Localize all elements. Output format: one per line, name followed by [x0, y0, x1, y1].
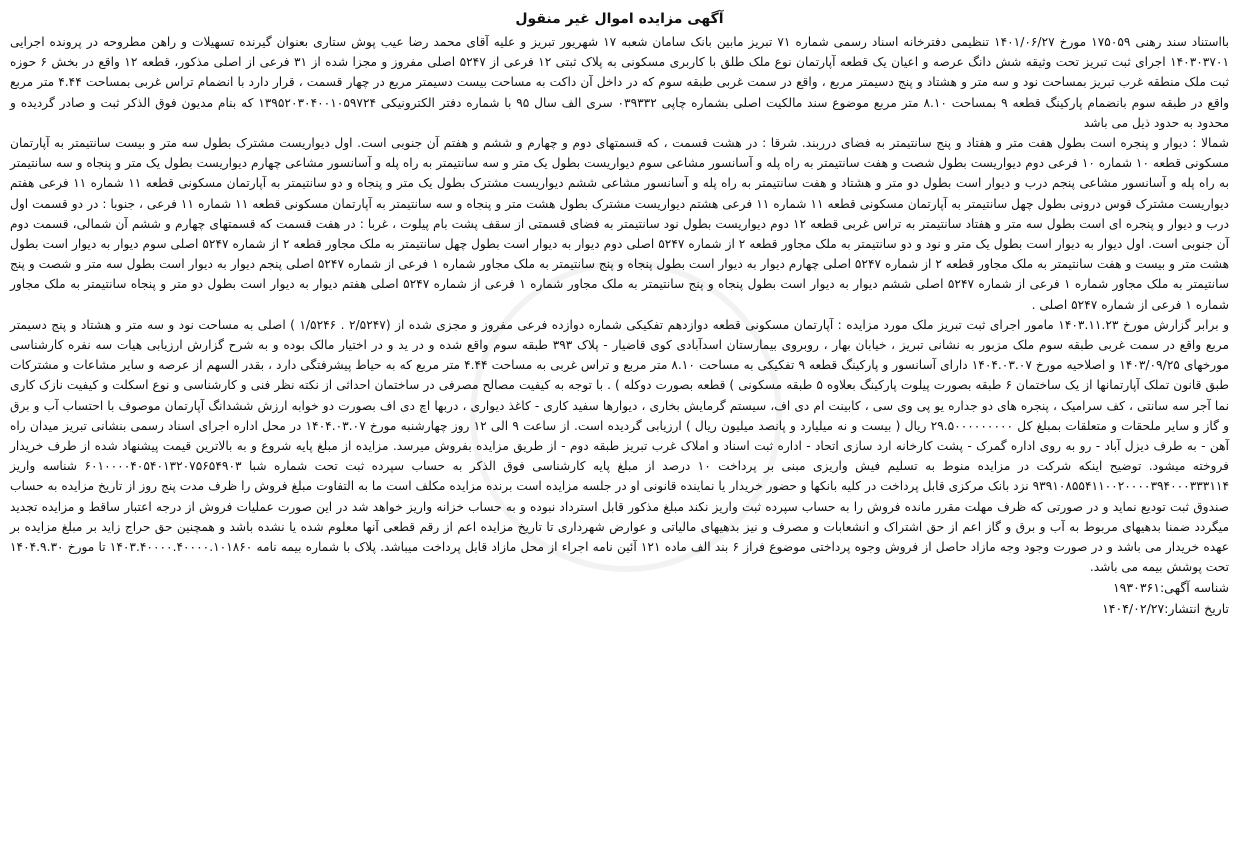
- paragraph-boundaries: شمالا : دیوار و پنجره است بطول هفت متر و هفتاد و پنج سانتیمتر به فضای درربند. شرقا : در هشت قسمت ، که قسمتهای دوم و چهارم و ششم و هفتم آن جنوبی است. اول دیواریست مشترک بطول سه متر و بیست سانتیمتر به آپارتمان مسکونی قطعه ۱۰ شماره ۱۰ فرعی دوم دیواریست بطول شصت و هفت سانتیمتر به راه پله و آسانسور مشاعی سوم دیواریست بطول یک متر و سه سانتیمتر به راه پله و آسانسور مشاعی چهارم دیواریست بطول یک متر و پنجاه و سه سانتیمتر به راه پله و آسانسور مشاعی پنجم درب و دیوار است بطول دو متر و هشتاد و هفت سانتیمتر به راه پله و آسانسور مشاعی ششم دیواریست مشترک بطول یک متر و پنجاه و دو سانتیمتر به آپارتمان مسکونی قطعه ۱۱ شماره ۱۱ فرعی هفتم دیواریست مشترک قوس درونی بطول چهل سانتیمتر به آپارتمان مسکونی قطعه ۱۱ شماره ۱۱ فرعی هشتم دیواریست مشترک بطول هشت متر و پنجاه و سه سانتیمتر به آپارتمان مسکونی قطعه ۱۱ شماره ۱۱ فرعی ، جنوبا : در دو قسمت اول درب و دیوار و پنجره ای است بطول سه متر و هفتاد سانتیمتر به تراس غربی قطعه ۱۲ دوم دیواریست بطول نود سانتیمتر به فضای قسمتی از سقف پشت بام پیلوت ، غربا : در هفت قسمت که قسمتهای چهارم و ششم آن شمالی، قسمت دوم آن جنوبی است. اول دیوار به دیوار است بطول یک متر و نود و دو سانتیمتر به ملک مجاور قطعه ۲ از شماره ۵۲۴۷ اصلی دوم دیوار به دیوار است بطول چهل سانتیمتر به ملک مجاور قطعه ۲ از شماره ۵۲۴۷ اصلی سوم دیوار به دیوار است بطول هشت متر و بیست و هفت سانتیمتر به ملک مجاور قطعه ۲ از شماره ۵۲۴۷ اصلی چهارم دیوار به دیوار است بطول پنجاه و پنج سانتیمتر به ملک مجاور شماره ۱ فرعی از شماره ۵۲۴۷ اصلی پنجم دیوار به دیوار است بطول سه متر و شصت و پنج سانتیمتر به ملک مجاور شماره ۱ فرعی از شماره ۵۲۴۷ اصلی ششم دیوار به دیوار است بطول پنجاه و پنج سانتیمتر به ملک مجاور شماره ۱ فرعی از شماره ۵۲۴۷ اصلی هفتم دیوار به دیوار است بطول دو متر و پنجاه سانتیمتر به ملک مجاور شماره ۱ فرعی از شماره ۵۲۴۷ اصلی .: [10, 136, 1230, 312]
- publish-date-label: تاریخ انتشار:: [1164, 601, 1229, 617]
- ad-id-line: [10, 577, 1229, 598]
- publish-date-line: [10, 598, 1229, 619]
- paragraph-property-description: بااستناد سند رهنی ۱۷۵۰۵۹ مورخ ۱۴۰۱/۰۶/۲۷ تنظیمی دفترخانه اسناد رسمی شماره ۷۱ تبریز مابین بانک سامان شعبه ۱۷ شهریور تبریز و علیه آقای محمد رضا عیب پوش ستاری بعنوان گیرنده تسهیلات و راهن مطروحه در پرونده اجرایی ۱۴۰۳۰۳۷۰۱ اجرای ثبت تبریز تحت وثیقه شش دانگ عرصه و اعیان یک قطعه آپارتمان نوع ملک طلق با کاربری مسکونی به پلاک ثبتی ۱۲ فرعی از ۵۲۴۷ اصلی مفروز و مجزا شده از ۳۱ فرعی از اصلی مذکور، قطعه ۱۲ واقع در بخش ۶ حوزه ثبت ملک منطقه غرب تبریز بمساحت نود و سه متر و هشتاد و پنج دسیمتر مربع ، واقع در سمت غربی طبقه سوم که در داخل آن داکت به مساحت بیست دسیمتر مربع در چهار قسمت ، قرار دارد با انضمام تراس غربی بمساحت ۴.۴۴ متر مربع واقع در طبقه سوم بانضمام پارکینگ قطعه ۹ بمساحت ۸.۱۰ متر مربع موضوع سند مالکیت اصلی بشماره چاپی ۰۳۹۳۳۲ سری الف سال ۹۵ با شماره دفتر الکترونیکی ۱۳۹۵۲۰۳۰۴۰۰۱۰۵۹۷۲۴ که بنام مدیون فوق الذکر ثبت و صادر گردیده و محدود به حدود ذیل می باشد: [10, 35, 1230, 130]
- paragraph-auction-terms: و برابر گزارش مورخ ۱۴۰۳.۱۱.۲۳ مامور اجرای ثبت تبریز ملک مورد مزایده : آپارتمان مسکونی قطعه دوازدهم تفکیکی شماره دوازده فرعی مفروز و مجزی شده از (۲/۵۲۴۷ . ۱/۵۲۴۶ ) اصلی به مساحت نود و سه متر و هشتاد و پنج دسیمتر مربع واقع در سمت غربی طبقه سوم ملک مزبور به نشانی تبریز ، خیابان بهار ، روبروی بیمارستان اسدآبادی کوی قاضیار - پلاک ۳۹۳ طبقه سوم واقع شده و در ید و در اختیار مالک بوده و به شرح گزارش ارزیابی هیات سه نفره کارشناسی مورخهای ۱۴۰۳/۰۹/۲۵ و اصلاحیه مورخ ۱۴۰۴.۰۳.۰۷ دارای آسانسور و پارکینگ قطعه ۹ تفکیکی به مساحت ۸.۱۰ متر مربع و تراس غربی به مساحت ۴.۴۴ متر مربع که به حیاط پیشرفتگی دارد ، بقدر السهم از عرصه و سایر مشاعات و مشترکات طبق قانون تملک آپارتمانها از یک ساختمان ۶ طبقه بصورت پیلوت پارکینگ بعلاوه ۵ طبقه مسکونی ) قطعه بصورت دوکله ) . با توجه به کیفیت مصالح مصرفی در ساختمان احداثی از نکته نظر فنی و کارشناسی و نوع اسکلت و کیفیت نازک کاری نما آجر سه سانتی ، کف سرامیک ، پنجره های دو جداره یو پی وی سی ، کابینت ام دی اف، سیستم گرمایش بخاری ، دیوارها سفید کاری - کاغذ دیواری ، دربها اچ دی اف بصورت دو خوابه ارزش ششدانگ آپارتمان موصوف با احتساب آب و برق و گاز و سایر ملحقات و متعلقات بمبلغ کل ۲۹.۵۰۰۰۰۰۰۰۰۰ ریال ( بیست و نه میلیارد و پانصد میلیون ریال ) ارزیابی گردیده است. از ساعت ۹ الی ۱۲ روز چهارشنبه مورخ ۱۴۰۴.۰۳.۰۷ در محل اداره اجرای اسناد رسمی بنشانی تبریز میدان راه آهن - به طرف دیزل آباد - رو به روی اداره گمرک - پشت کارخانه ارد سازی اتحاد - اداره ثبت اسناد و املاک غرب تبریز طبقه دوم - از طریق مزایده بفروش میرسد. مزایده از مبلغ پایه شروع و به بالاترین قیمت پیشنهاد شده از طرف خریدار فروخته میشود. توضیح اینکه شرکت در مزایده منوط به تسلیم فیش واریزی مبنی بر پرداخت ۱۰ درصد از مبلغ پایه کارشناسی فوق الذکر به حساب سپرده ثبت تحت شماره شبا ۶۰۱۰۰۰۰۴۰۵۴۰۱۳۲۰۷۵۶۵۴۹۰۳ شناسه واریز ۹۳۹۱۰۸۵۵۴۱۱۰۰۲۰۰۰۰۳۹۴۰۰۰۳۳۳۱۱۴ نزد بانک مرکزی قابل پرداخت در کلیه بانکها و حضور خریدار یا نماینده قانونی او در جلسه مزایده است برنده مزایده مکلف است ما به التفاوت مبلغ فروش را ظرف مدت پنج روز از تاریخ مزایده به حساب صندوق ثبت تودیع نماید و در صورتی که ظرف مهلت مقرر مانده فروش را به حساب سپرده ثبت واریز نکند مبلغ مذکور قابل استرداد نبوده و به حساب خزانه واریز خواهد شد در این صورت عملیات فروش از درجه اعتبار ساقط و مزایده تجدید میگردد ضمنا بدهیهای مربوط به آب و برق و گاز اعم از حق اشتراک و انشعابات و مصرف و نیز بدهیهای مالیاتی و عوارض شهرداری تا تاریخ مزایده اعم از رقم قطعی آنها معلوم شده یا نشده باشد و همچنین حق حراج زاید بر مبلغ مزایده بر عهده خریدار می باشد و در صورت وجود وجه مازاد حاصل از فروش وجوه پرداختی موضوع فراز ۶ بند الف ماده ۱۲۱ آئین نامه اجراء از محل مازاد قابل پرداخت میباشد. پلاک با شماره بیمه نامه ۱۴۰۳.۴۰۰۰۰.۴۰۰۰۰.۱۰۱۸۶۰ تا مورخ ۱۴۰۴.۹.۳۰ تحت پوشش بیمه می باشد.: [10, 317, 1230, 575]
- ad-id-label: شناسه آگهی:: [1159, 580, 1229, 596]
- notice-body: [10, 32, 1229, 577]
- notice-title: آگهی مزایده اموال غیر منقول: [515, 11, 724, 27]
- publish-date-value: ۱۴۰۴/۰۲/۲۷: [1102, 601, 1165, 617]
- ad-id-value: ۱۹۳۰۳۶۱: [1112, 580, 1160, 596]
